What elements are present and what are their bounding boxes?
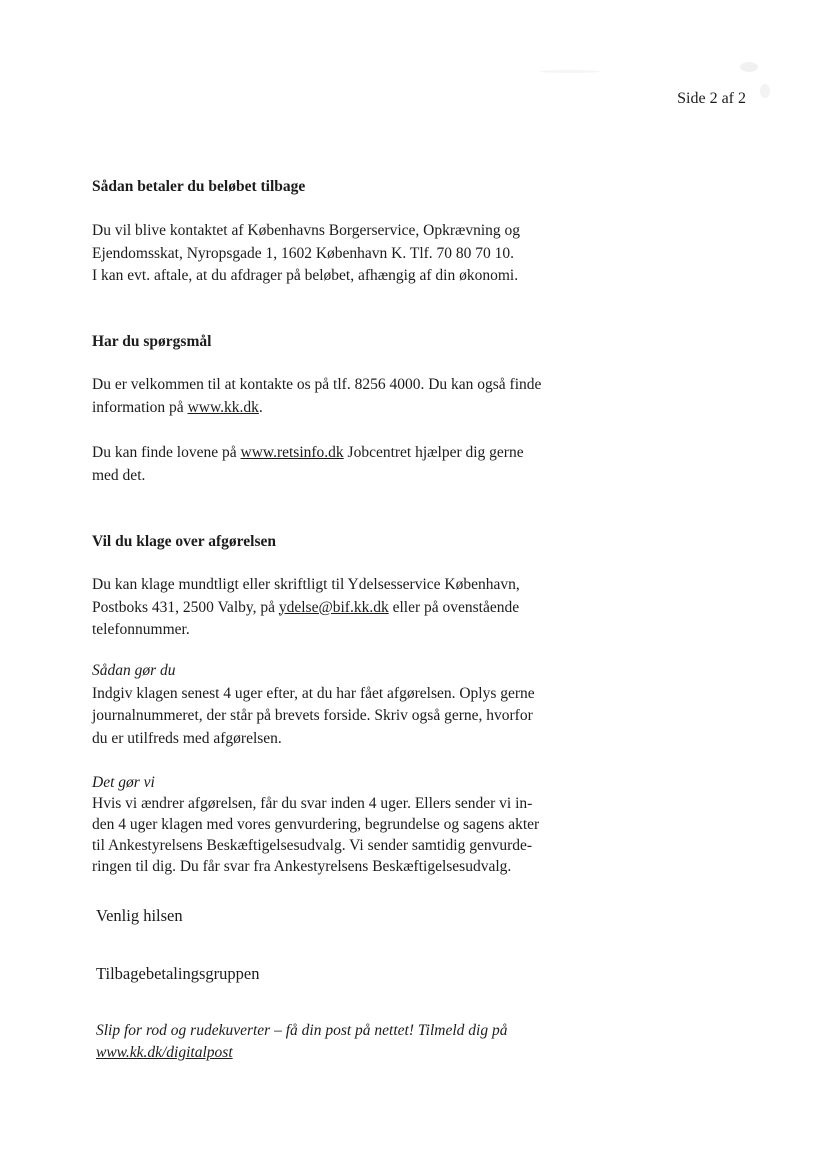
kk-website-link[interactable]: www.kk.dk xyxy=(187,398,259,416)
repayment-body xyxy=(92,220,592,288)
laws-suffix: Jobcentret hjælper dig gerne xyxy=(343,444,524,461)
what-we-do-line-4: ringen til dig. Du får svar fra Ankestyrelsens Beskæftigelsesudvalg. xyxy=(92,858,512,875)
complaint-line-2-suffix: eller på ovenstående xyxy=(388,598,520,616)
laws-prefix: Du kan finde lovene på xyxy=(92,444,241,461)
digital-post-link[interactable]: www.kk.dk/digitalpost xyxy=(96,1044,233,1061)
questions-body xyxy=(92,374,592,419)
greeting: Venlig hilsen xyxy=(96,906,183,925)
how-to-line-2: journalnummeret, der står på brevets forside. Skriv også gerne, hvorfor xyxy=(92,707,533,724)
questions-heading: Har du spørgsmål xyxy=(92,333,212,350)
how-to-line-3: du er utilfreds med afgørelsen. xyxy=(92,729,282,747)
questions-line-2-suffix: . xyxy=(258,398,263,416)
repayment-line-2: Ejendomsskat, Nyropsgade 1, 1602 København K. Tlf. 70 80 70 10. xyxy=(92,244,515,262)
complaint-section xyxy=(92,531,592,554)
footer-line-1: Slip for rod og rudekuverter – få din post på nettet! Tilmeld dig på xyxy=(96,1022,508,1039)
repayment-line-3: I kan evt. aftale, at du afdrager på beløbet, afhængig af din økonomi. xyxy=(92,267,519,284)
laws-line-2: med det. xyxy=(92,466,146,484)
questions-line-2-prefix: information på xyxy=(92,398,188,416)
how-to-title: Sådan gør du xyxy=(92,662,176,679)
what-we-do-line-3: til Ankestyrelsens Beskæftigelsesudvalg. Vi sender samtidig genvurde- xyxy=(92,837,533,854)
what-we-do-line-1: Hvis vi ændrer afgørelsen, får du svar inden 4 uger. Ellers sender vi in- xyxy=(92,795,533,812)
scan-speck xyxy=(740,62,758,72)
sender-name: Tilbagebetalingsgruppen xyxy=(96,964,260,983)
repayment-line-1: Du vil blive kontaktet af Københavns Borgerservice, Opkrævning og xyxy=(92,222,521,239)
digital-post-footer xyxy=(96,1020,616,1064)
repayment-heading: Sådan betaler du beløbet tilbage xyxy=(92,178,306,195)
how-to-complain xyxy=(92,660,592,750)
repayment-section xyxy=(92,176,592,199)
questions-line-2 xyxy=(92,397,592,420)
what-we-do-title: Det gør vi xyxy=(92,774,155,791)
scan-speck xyxy=(540,70,600,73)
laws-paragraph xyxy=(92,442,592,487)
what-we-do-line-2: den 4 uger klagen med vores genvurdering, begrundelse og sagens akter xyxy=(92,816,540,833)
laws-line-1 xyxy=(92,442,592,465)
page-number: Side 2 af 2 xyxy=(677,90,746,107)
complaint-line-1: Du kan klage mundtligt eller skriftligt til Ydelsesservice København, xyxy=(92,576,520,593)
what-we-do xyxy=(92,772,592,877)
complaint-line-2-prefix: Postboks 431, 2500 Valby, på xyxy=(92,598,279,616)
questions-section xyxy=(92,331,592,354)
questions-line-1: Du er velkommen til at kontakte os på tlf. 8256 4000. Du kan også finde xyxy=(92,376,542,393)
complaint-line-2 xyxy=(92,597,592,620)
complaint-heading: Vil du klage over afgørelsen xyxy=(92,533,276,550)
how-to-line-1: Indgiv klagen senest 4 uger efter, at du har fået afgørelsen. Oplys gerne xyxy=(92,684,535,702)
retsinfo-link[interactable]: www.retsinfo.dk xyxy=(240,444,344,461)
complaint-body xyxy=(92,574,592,642)
complaint-email-link[interactable]: ydelse@bif.kk.dk xyxy=(278,598,389,616)
scan-speck xyxy=(760,84,770,98)
complaint-line-3: telefonnummer. xyxy=(92,621,190,638)
